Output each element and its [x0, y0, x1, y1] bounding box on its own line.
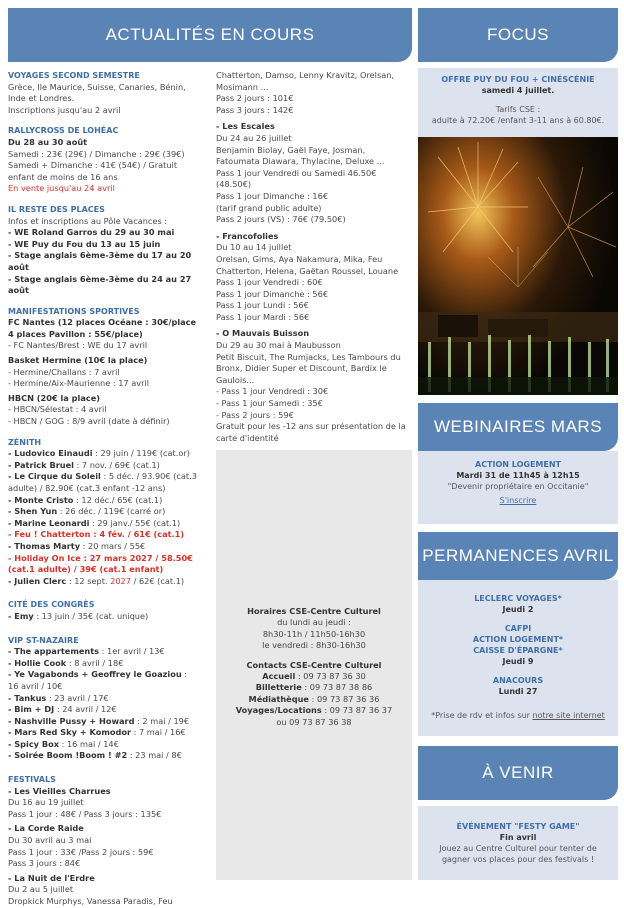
avenir-panel	[418, 806, 618, 880]
permanences-panel	[418, 580, 618, 736]
text-line: Chatterton, Helena, Gaëtan Roussel, Louane	[216, 265, 399, 276]
list-item: - Monte Cristo : 12 déc./ 65€ (cat.1)	[8, 494, 163, 505]
text-line: Pass 2 jours (VS) : 76€ (79.50€)	[216, 214, 346, 225]
text-line: Du 24 au 26 juillet	[216, 132, 292, 143]
text-line: Petit Biscuit, The Rumjacks, Les Tambours du	[216, 351, 401, 362]
permanence-name: LECLERC VOYAGES*	[474, 594, 562, 603]
list-item: - Stage anglais 6ème-3ème du 17 au 20 août	[8, 250, 192, 272]
text-line: - HBCN / GOG : 8/9 avril (date à définir)	[8, 416, 170, 427]
hours-title: Horaires CSE-Centre Culturel	[247, 606, 381, 616]
column-left	[8, 70, 212, 908]
text-line: FC Nantes (12 places Océane : 30€/place	[8, 317, 197, 328]
webinaire-desc: "Devenir propriétaire en Occitanie"	[447, 482, 589, 491]
text-line: Gratuit pour les -12 ans sur présentation de la	[216, 421, 406, 432]
text-line: Infos et inscriptions au Pôle Vacances :	[8, 215, 168, 226]
text-line: enfant de moins de 16 ans	[8, 171, 118, 182]
header-focus: FOCUS	[418, 8, 618, 62]
text-line: Jouez au Centre Culturel pour tenter de	[439, 844, 597, 853]
text-line: Orelsan, Gims, Aya Nakamura, Mika, Feu	[216, 253, 383, 264]
text-line: Inde et Londres.	[8, 93, 75, 104]
header-webinaires: WEBINAIRES MARS	[418, 403, 618, 451]
list-item: - WE Puy du Fou du 13 au 15 juin	[8, 238, 161, 249]
text-line: Du 10 au 14 juillet	[216, 242, 292, 253]
text-line: Basket Hermine (10€ la place)	[8, 355, 148, 366]
list-item: - The appartements : 1er avril / 13€	[8, 646, 165, 657]
rdv-note: *Prise de rdv et infos sur notre site internet	[431, 711, 605, 720]
list-item: - Soirée Boom !Boom ! #2 : 23 mai / 8€	[8, 750, 182, 761]
text-line: Gaulois...	[216, 374, 255, 385]
text-line: Du 2 au 5 juillet	[8, 884, 74, 895]
permanence-date: Lundi 27	[498, 687, 538, 696]
list-item: - Nashville Pussy + Howard : 2 mai / 19€	[8, 715, 190, 726]
header-permanences: PERMANENCES AVRIL	[418, 532, 618, 580]
list-item: - Bim + DJ : 24 avril / 12€	[8, 704, 117, 715]
text-line: Benjamin Biolay, Gaël Faye, Josman,	[216, 144, 366, 155]
text-line: - Hermine/Challans : 7 avril	[8, 366, 120, 377]
list-item: - Ye Vagabonds + Geoffrey le Goaziou :	[8, 669, 188, 680]
website-link[interactable]: notre site internet	[532, 711, 605, 720]
focus-panel	[418, 68, 618, 137]
permanence-date: Jeudi 9	[502, 657, 534, 666]
festival-name: - Les Escales	[216, 121, 275, 132]
list-item: 16 avril / 10€	[8, 680, 63, 691]
festival-name: - Les Vieilles Charrues	[8, 785, 111, 796]
text-line: Inscriptions jusqu'au 2 avril	[8, 104, 121, 115]
text-line: Pass 1 jour : 33€ /Pass 2 jours : 59€	[8, 846, 154, 857]
event-title: ÉVÉNEMENT "FESTY GAME"	[456, 822, 580, 831]
text-line: Fatoumata Diawara, Thylacine, Deluxe ...	[216, 156, 385, 167]
text-line: Pass 1 jour Dimanche : 16€	[216, 190, 329, 201]
text-line: - Pass 2 jours : 59€	[216, 409, 294, 420]
list-item: - Ludovico Einaudi : 29 juin / 119€ (cat.or)	[8, 448, 190, 459]
text-line: le vendredi : 8h30-16h30	[262, 640, 366, 651]
festival-name: - La Nuit de l'Erdre	[8, 872, 95, 883]
text-line: Pass 1 jour Vendredi : 60€	[216, 277, 323, 288]
text-line: - HBCN/Sélestat : 4 avril	[8, 404, 107, 415]
text-line: 8h30-11h / 11h50-16h30	[262, 628, 366, 639]
section-title-zenith: ZÉNITH	[8, 437, 42, 447]
list-item: - Hollie Cook : 8 avril / 18€	[8, 657, 124, 668]
text-line: Mosimann ...	[216, 81, 269, 92]
text-line: Pass 3 jours : 84€	[8, 858, 81, 869]
list-item: - Thomas Marty : 20 mars / 55€	[8, 540, 146, 551]
text-line: Pass 1 jour Mardi : 56€	[216, 311, 310, 322]
list-item: - Spicy Box : 16 mai / 14€	[8, 738, 119, 749]
text-line: 4 places Pavillon : 55€/place)	[8, 328, 143, 339]
text-line: Du 28 au 30 août	[8, 136, 88, 147]
text-line: - FC Nantes/Brest : WE du 17 avril	[8, 340, 148, 351]
text-line: Dropkick Murphys, Vanessa Paradis, Feu	[8, 896, 173, 906]
text-line: Pass 2 jours : 101€	[216, 93, 294, 104]
list-item: - Emy : 13 juin / 35€ (cat. unique)	[8, 610, 149, 621]
list-item: adulte) / 82.90€ (cat.3 enfant -12 ans)	[8, 483, 166, 493]
fireworks-image	[418, 137, 618, 395]
text-line: Pass 1 jour Lundi : 56€	[216, 300, 309, 311]
list-item: - Shen Yun : 26 déc. / 119€ (carré or)	[8, 506, 166, 517]
focus-title: OFFRE PUY DU FOU + CINÉSCÉNIE	[441, 75, 595, 84]
list-item: - Marine Leonardi : 29 janv./ 55€ (cat.1)	[8, 517, 181, 528]
text-line: adulte à 72.20€ /enfant 3-11 ans à 60.80€.	[431, 116, 605, 125]
sale-notice: En vente jusqu'au 24 avril	[8, 183, 115, 194]
webinaire-title: ACTION LOGEMENT	[475, 460, 561, 469]
text-line: du lundi au jeudi :	[277, 617, 351, 628]
festival-name: - Francofolies	[216, 230, 279, 241]
text-line: Pass 1 jour Dimanche : 56€	[216, 288, 329, 299]
section-title-reste: IL RESTE DES PLACES	[8, 204, 105, 214]
list-item: - Holiday On Ice : 27 mars 2027 / 58.50€	[8, 552, 193, 563]
text-line: Tarifs CSE :	[495, 105, 541, 114]
permanence-name: ACTION LOGEMENT*	[472, 635, 564, 644]
text-line: Bronx, Didier Super et Discount, Bardix le	[216, 363, 387, 374]
contact-line: Médiathèque : 09 73 87 36 36	[248, 693, 380, 704]
text-line: carte d'identité	[216, 432, 279, 443]
list-item: - Feu ! Chatterton : 4 fév. / 61€ (cat.1)	[8, 529, 185, 540]
section-title-voyages: VOYAGES SECOND SEMESTRE	[8, 71, 140, 80]
contact-line: Accueil : 09 73 87 36 30	[262, 671, 366, 682]
list-item: - WE Roland Garros du 29 au 30 mai	[8, 227, 175, 238]
text-line: Pass 1 jour Vendredi ou Samedi 46.50€	[216, 167, 377, 178]
section-title-vip: VIP ST-NAZAIRE	[8, 635, 79, 645]
webinaires-panel	[418, 451, 618, 524]
event-date: Fin avril	[499, 833, 537, 842]
text-line: - Hermine/Aix-Maurienne : 17 avril	[8, 378, 150, 389]
contact-line: Billetterie : 09 73 87 38 86	[255, 682, 373, 693]
register-link[interactable]: S'inscrire	[499, 496, 537, 505]
festival-name: - La Corde Raide	[8, 823, 84, 834]
festival-name: - O Mauvais Buisson	[216, 328, 310, 339]
text-line: gagner vos places pour des festivals !	[441, 855, 595, 864]
focus-date: samedi 4 juillet.	[481, 86, 555, 95]
section-title-congres: CITÉ DES CONGRÈS	[8, 600, 95, 610]
contact-line: ou 09 73 87 36 38	[276, 716, 352, 727]
permanence-name: ANACOURS	[492, 676, 544, 685]
permanence-name: CAFPI	[504, 624, 532, 633]
text-line: - Pass 1 jour Samedi : 35€	[216, 398, 323, 409]
header-avenir: À VENIR	[418, 746, 618, 800]
contact-line: Voyages/Locations : 09 73 87 36 37	[235, 705, 393, 716]
column-middle	[216, 70, 416, 444]
text-line: (48.50€)	[216, 179, 252, 190]
text-line: Grèce, Ile Maurice, Suisse, Canaries, Bénin,	[8, 81, 186, 92]
contact-box	[216, 450, 412, 880]
section-title-festivals: FESTIVALS	[8, 775, 56, 785]
text-line: Samedi + Dimanche : 41€ (54€) / Gratuit	[8, 160, 178, 171]
list-item: - Patrick Bruel : 7 nov. / 69€ (cat.1)	[8, 459, 160, 470]
list-item: - Julien Clerc : 12 sept. 2027 / 62€ (cat.1)	[8, 575, 185, 586]
text-line: HBCN (20€ la place)	[8, 392, 101, 403]
text-line: Chatterton, Damso, Lenny Kravitz, Orelsan,	[216, 70, 395, 80]
text-line: (tarif grand public adulte)	[216, 202, 322, 213]
text-line: Du 16 au 19 juillet	[8, 797, 84, 808]
text-line: - Pass 1 jour Vendredi : 30€	[216, 386, 329, 397]
text-line: Pass 3 jours : 142€	[216, 104, 294, 115]
list-item: - Tankus : 23 avril / 17€	[8, 692, 109, 703]
list-item: - Mars Red Sky + Komodor : 7 mai / 16€	[8, 727, 186, 738]
text-line: Du 29 au 30 mai à Maubusson	[216, 340, 341, 351]
text-line: Samedi : 23€ (29€) / Dimanche : 29€ (39€)	[8, 148, 185, 159]
permanence-date: Jeudi 2	[502, 605, 534, 614]
permanence-name: CAISSE D'ÉPARGNE*	[473, 646, 563, 655]
header-actualites: ACTUALITÉS EN COURS	[8, 8, 412, 62]
webinaire-date: Mardi 31 de 11h45 à 12h15	[456, 471, 580, 480]
text-line: Pass 1 jour : 48€ / Pass 3 jours : 135€	[8, 808, 162, 819]
list-item: (cat.1 adulte) / 39€ (cat.1 enfant)	[8, 564, 164, 575]
text-line: Du 30 avril au 3 mai	[8, 835, 92, 846]
section-title-sportives: MANIFESTATIONS SPORTIVES	[8, 306, 140, 316]
contacts-title: Contacts CSE-Centre Culturel	[246, 659, 382, 670]
list-item: - Le Cirque du Soleil : 5 déc. / 93.90€ (cat.3	[8, 471, 197, 482]
section-title-rallycross: RALLYCROSS DE LOHÉAC	[8, 126, 119, 136]
list-item: - Stage anglais 6ème-3ème du 24 au 27 août	[8, 273, 192, 296]
